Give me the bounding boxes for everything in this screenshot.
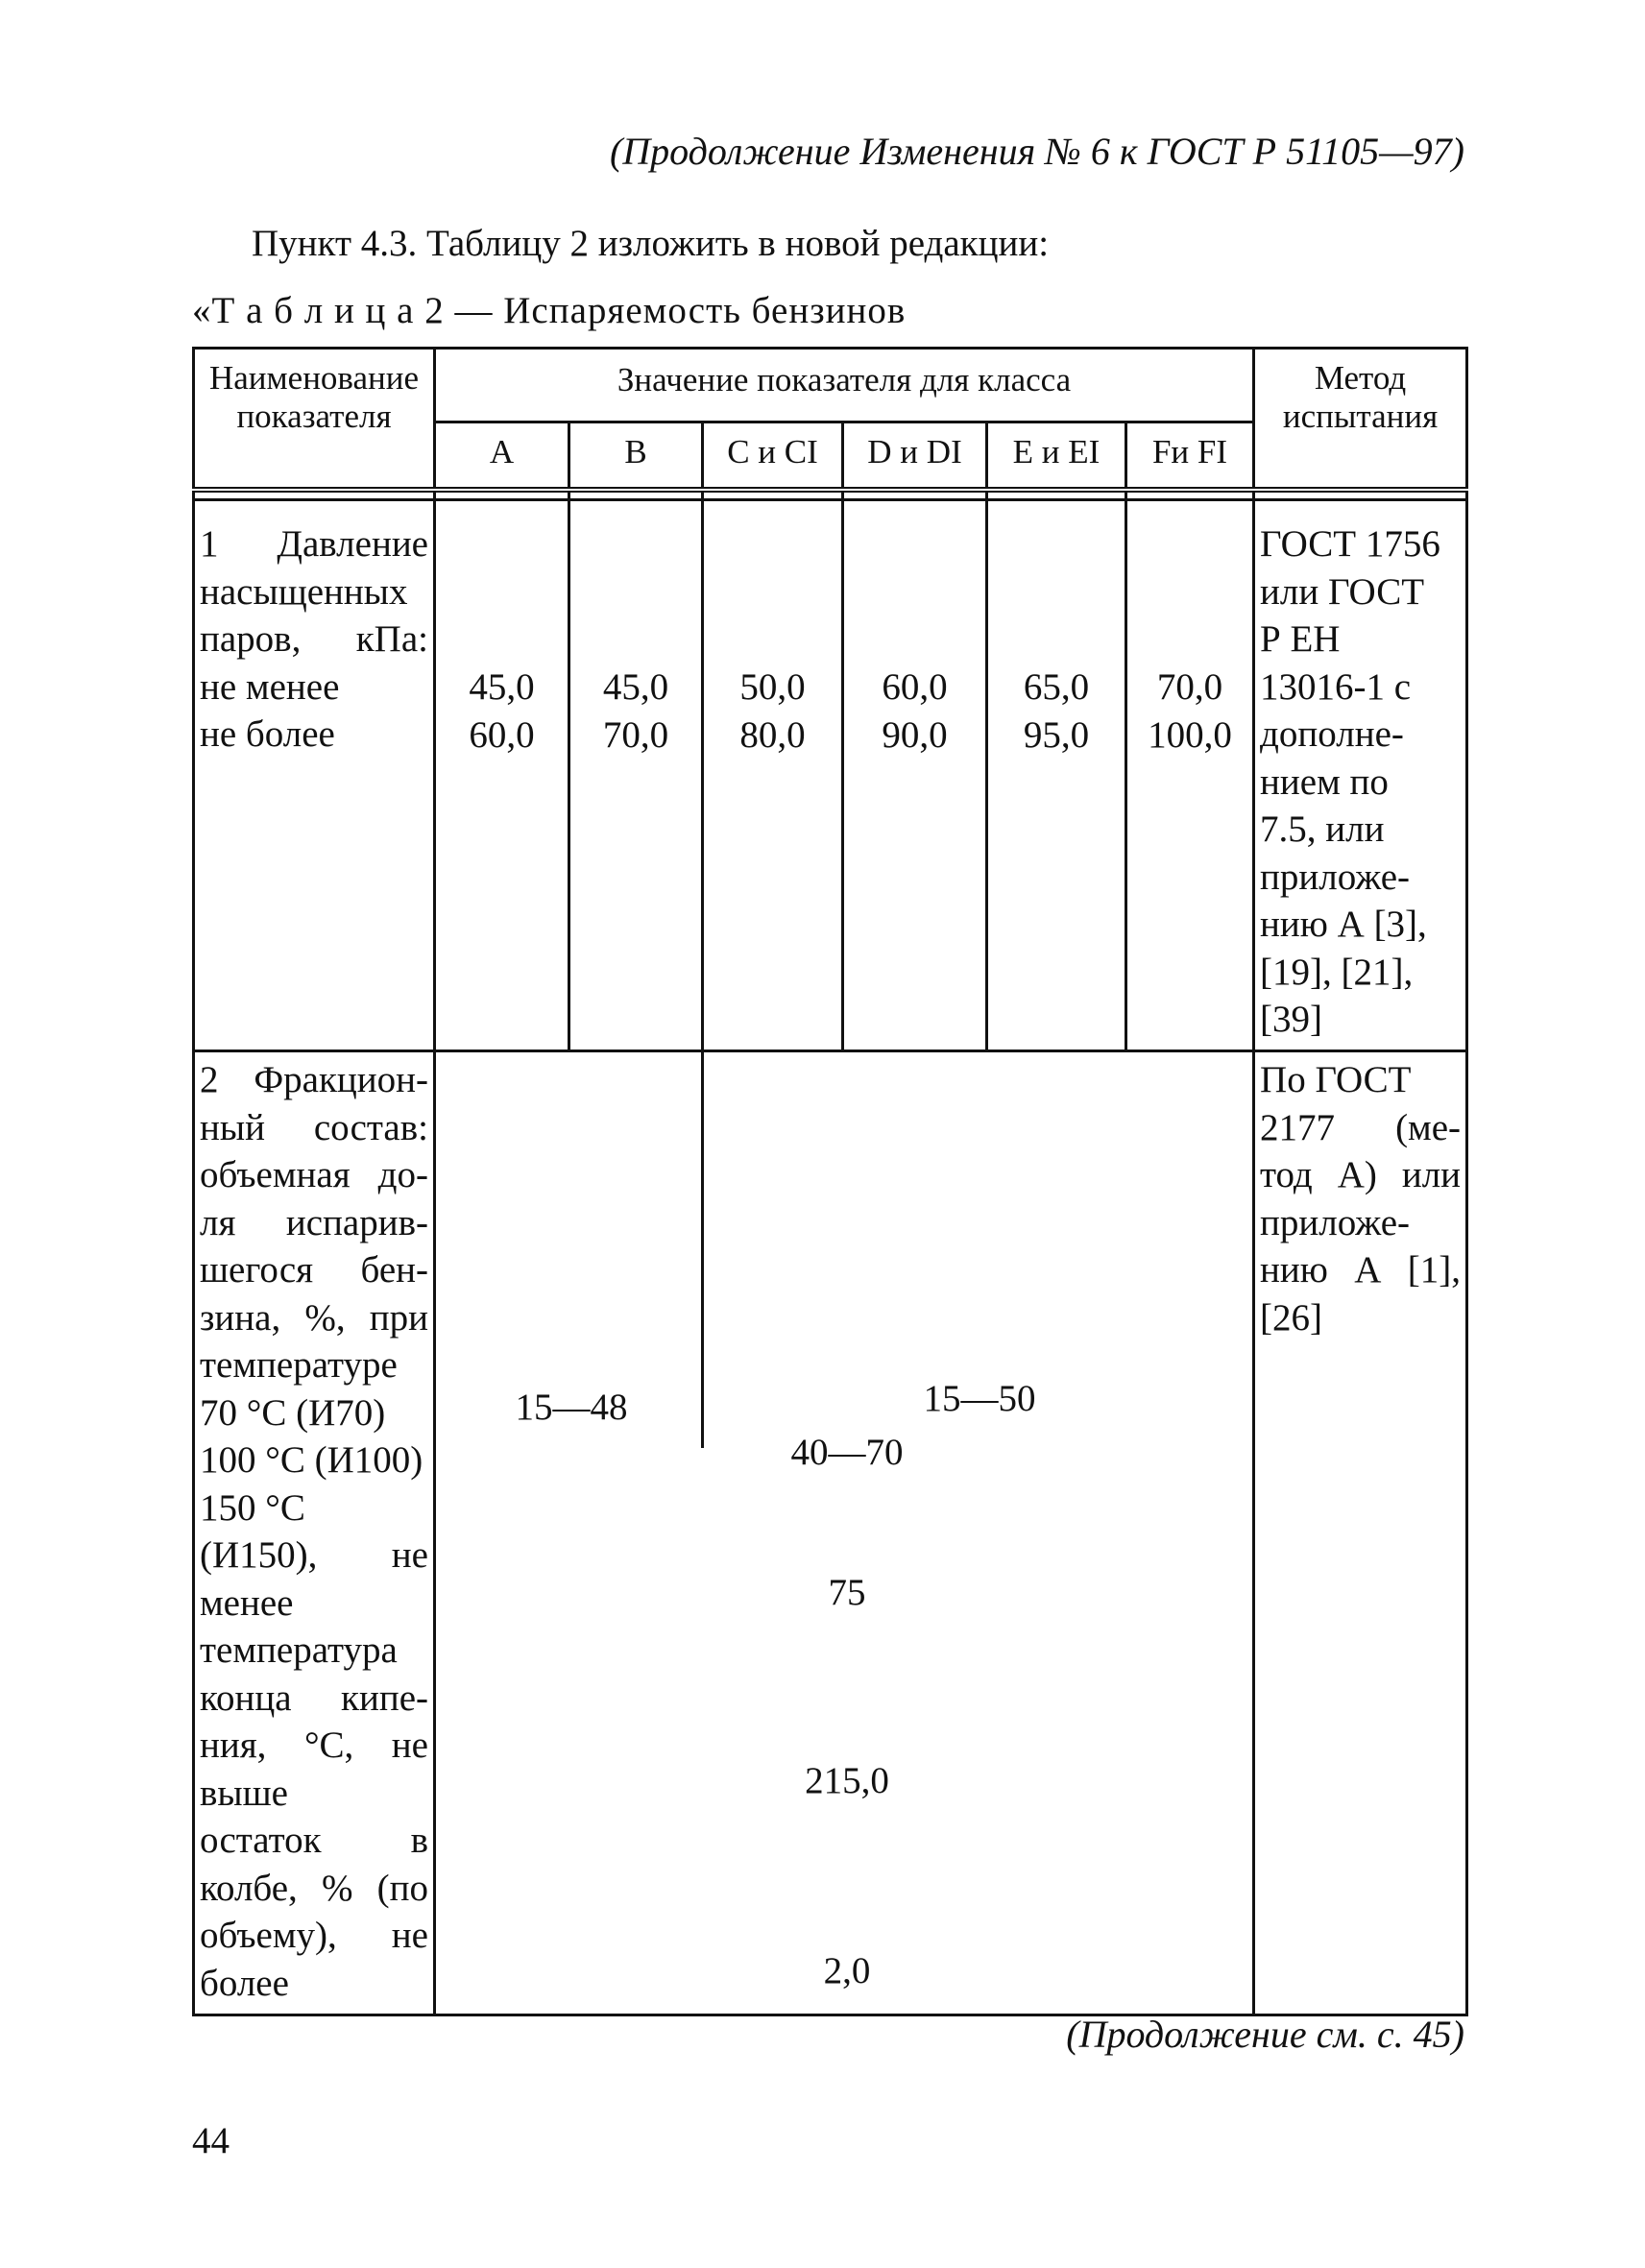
- max-value: 60,0: [469, 713, 535, 756]
- row1-class-f: [1126, 500, 1254, 1051]
- row2-name-line: объемная до-: [200, 1154, 428, 1195]
- continuation-footer: (Продолжение см. с. 45): [1066, 2013, 1464, 2056]
- method-line: [26]: [1260, 1296, 1323, 1339]
- row2-name-line: 150 °С: [200, 1486, 305, 1529]
- method-line: [19], [21],: [1260, 951, 1414, 993]
- header-test-method: [1254, 349, 1467, 491]
- class-header-c: С и СI: [703, 422, 843, 491]
- row2-name-line: более: [200, 1962, 289, 2004]
- row2-name-line: зина, %, при: [200, 1296, 428, 1339]
- row1-class-c: [703, 500, 843, 1051]
- method-line: нию А [3],: [1260, 904, 1427, 945]
- header-test-method-text: Метод испытания: [1282, 359, 1439, 435]
- header-values-group-text: Значение показателя для класса: [617, 361, 1072, 398]
- row2-name-line: ния, °С, не: [200, 1725, 428, 1766]
- row2-values: [435, 1051, 1254, 2015]
- method-line: нию А [1],: [1260, 1249, 1462, 1291]
- min-value: 50,0: [739, 666, 806, 708]
- row2-name-line: температуре: [200, 1344, 398, 1386]
- residue-value: 2,0: [823, 1950, 871, 1991]
- row2-name-line: колбе, % (по: [200, 1867, 428, 1909]
- max-value: 90,0: [882, 713, 948, 756]
- min-value: 70,0: [1156, 666, 1223, 708]
- row1-name-line: не более: [200, 713, 335, 755]
- method-line: тод А) или: [1260, 1154, 1462, 1195]
- row2-name-line: выше: [200, 1772, 288, 1814]
- class-header-a: А: [435, 422, 569, 491]
- method-line: приложе-: [1260, 856, 1410, 898]
- table-caption-text: «Т а б л и ц а 2 — Испаряемость бензинов: [192, 290, 907, 331]
- row1-name-line: не менее: [200, 665, 340, 708]
- max-value: 100,0: [1148, 713, 1232, 756]
- class-header-d: D и DI: [843, 422, 987, 491]
- max-value: 80,0: [739, 713, 806, 756]
- min-value: 45,0: [469, 666, 535, 708]
- row2-name-line: 100 °С (И100): [200, 1439, 423, 1481]
- min-value: 60,0: [882, 666, 948, 708]
- header-indicator-name: [194, 349, 435, 491]
- evaporation-table: [192, 347, 1468, 2016]
- row1-class-b: [569, 500, 703, 1051]
- row2-name-line: остаток в: [200, 1820, 428, 1861]
- header-indicator-name-text: Наименование показателя: [208, 359, 420, 435]
- row2-name-line: температура: [200, 1629, 398, 1671]
- row2-name-line: 2 Фракцион-: [200, 1059, 428, 1100]
- i100-value: 40—70: [790, 1432, 904, 1473]
- i70-value-ab: 15—48: [515, 1387, 628, 1428]
- row2-name-line: ный состав:: [200, 1106, 428, 1148]
- intro-paragraph: Пункт 4.3. Таблицу 2 изложить в новой редакции:: [252, 223, 1050, 264]
- row-fractional-composition: [194, 1051, 1467, 2015]
- method-line: приложе-: [1260, 1201, 1410, 1243]
- row-vapor-pressure: [194, 500, 1467, 1051]
- row2-name-line: (И150), не: [200, 1534, 428, 1576]
- method-line: ГОСТ 1756: [1260, 523, 1440, 565]
- i70-value-cf: 15—50: [923, 1378, 1036, 1419]
- row2-name-line: конца кипе-: [200, 1677, 428, 1719]
- method-line: [39]: [1260, 999, 1323, 1040]
- method-line: По ГОСТ: [1260, 1059, 1412, 1100]
- row2-name-line: объему), не: [200, 1915, 428, 1956]
- method-line: Р ЕН: [1260, 618, 1341, 660]
- continuation-header: (Продолжение Изменения № 6 к ГОСТ Р 51105—97): [609, 130, 1464, 173]
- page-number: 44: [192, 2120, 230, 2161]
- row1-class-a: [435, 500, 569, 1051]
- method-line: 7.5, или: [1260, 808, 1385, 850]
- row1-class-e: [987, 500, 1126, 1051]
- class-header-f: Fи FI: [1126, 422, 1254, 491]
- end-boiling-value: 215,0: [805, 1760, 889, 1801]
- max-value: 70,0: [602, 713, 669, 756]
- row2-method: [1254, 1051, 1467, 2015]
- row1-name-line: насыщенных: [200, 570, 408, 613]
- method-line: дополне-: [1260, 713, 1404, 755]
- min-value: 45,0: [602, 666, 669, 708]
- row1-method: [1254, 500, 1467, 1051]
- row2-name-line: 70 °С (И70): [200, 1391, 386, 1434]
- method-line: 13016-1 с: [1260, 665, 1412, 708]
- row2-name-line: шегося бен-: [200, 1249, 428, 1291]
- row1-name-line: 1 Давление: [200, 523, 428, 565]
- row1-name: [194, 500, 435, 1051]
- class-header-e: Е и ЕI: [987, 422, 1126, 491]
- max-value: 95,0: [1023, 713, 1090, 756]
- row2-name-line: ля испарив-: [200, 1201, 428, 1243]
- row2-name: [194, 1051, 435, 2015]
- method-line: 2177 (ме-: [1260, 1106, 1462, 1148]
- method-line: нием по: [1260, 760, 1389, 803]
- row1-class-d: [843, 500, 987, 1051]
- class-header-b: В: [569, 422, 703, 491]
- row2-name-line: менее: [200, 1581, 294, 1624]
- method-line: или ГОСТ: [1260, 570, 1425, 613]
- min-value: 65,0: [1023, 666, 1090, 708]
- row1-name-line: паров, кПа:: [200, 618, 428, 660]
- table-caption: [192, 288, 906, 334]
- header-values-group: [435, 349, 1254, 422]
- i150-value: 75: [828, 1572, 866, 1613]
